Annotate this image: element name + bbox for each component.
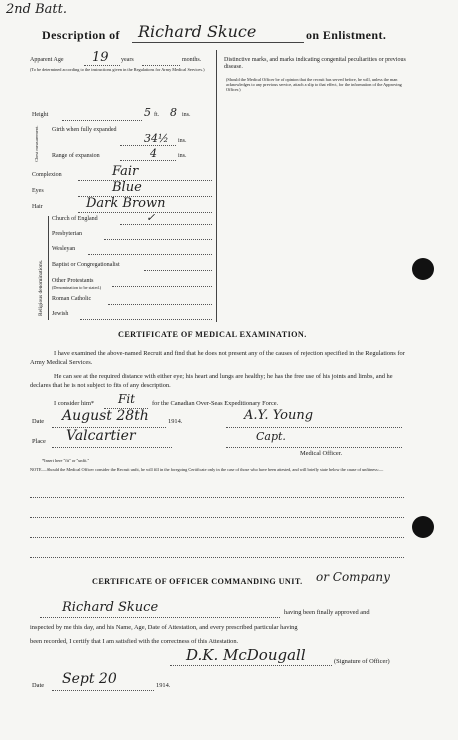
range-ins: ins. <box>178 153 187 159</box>
girth-value: 34½ <box>144 132 169 145</box>
medical-heading: CERTIFICATE OF MEDICAL EXAMINATION. <box>118 330 307 339</box>
religion-roman-catholic: Roman Catholic <box>52 296 92 302</box>
religion-line-5 <box>108 304 212 305</box>
officer-year: 1914. <box>156 682 171 689</box>
medical-place-line <box>52 447 172 448</box>
column-divider <box>216 50 217 322</box>
age-months-line <box>142 65 180 66</box>
header-on-enlistment: on Enlistment. <box>306 28 387 42</box>
chest-side-label: Chest measurement. <box>34 125 39 162</box>
officer-signature: D.K. McDougall <box>186 646 306 664</box>
marks-heading: Distinctive marks, and marks indicating congenital peculiarities or previous disease. <box>224 57 406 70</box>
medical-rank-line <box>226 447 402 448</box>
range-value: 4 <box>150 147 157 160</box>
religion-line-4 <box>112 286 212 287</box>
religion-tick: ✓ <box>146 211 156 224</box>
height-line <box>62 120 142 121</box>
complexion-line <box>78 180 212 181</box>
officer-extra: or Company <box>316 570 390 584</box>
religion-wesleyan: Wesleyan <box>52 246 76 252</box>
hair-label: Hair <box>32 204 43 210</box>
officer-date-label: Date <box>32 682 45 689</box>
age-value: 19 <box>92 50 109 65</box>
officer-date-value: Sept 20 <box>62 671 117 687</box>
range-line <box>120 160 176 161</box>
religion-line-3 <box>144 270 212 271</box>
height-ins-label: ins. <box>182 112 191 118</box>
recruit-name: Richard Skuce <box>138 22 257 41</box>
hair-line <box>78 212 212 213</box>
medical-place-value: Valcartier <box>66 428 136 444</box>
religion-side-label: Religious denominations. <box>38 259 44 316</box>
cause-line-2 <box>30 517 404 518</box>
hair-value: Dark Brown <box>86 196 166 211</box>
fit-value: Fit <box>118 392 135 406</box>
medical-signature: A.Y. Young <box>244 408 314 423</box>
religion-church-of-england: Church of England <box>52 216 98 222</box>
officer-date-line <box>52 690 154 691</box>
consider-label: I consider him* <box>54 400 95 407</box>
range-label: Range of expansion <box>52 153 100 159</box>
medical-date-value: August 28th <box>62 408 149 424</box>
punch-hole-top <box>412 258 434 280</box>
eyes-label: Eyes <box>32 188 44 194</box>
medical-officer-label: Medical Officer. <box>300 450 343 457</box>
for-the-force: for the Canadian Over-Seas Expeditionary Force. <box>152 400 279 407</box>
religion-bracket <box>48 216 49 320</box>
religion-line-2 <box>88 254 212 255</box>
cause-line-3 <box>30 537 404 538</box>
religion-jewish: Jewish <box>52 311 69 317</box>
medical-place-label: Place <box>32 438 46 445</box>
officer-line1: having been finally approved and <box>284 609 370 616</box>
corner-note: 2nd Batt. <box>6 2 67 17</box>
religion-baptist: Baptist or Congregationalist <box>52 262 120 268</box>
officer-line3: been recorded, I certify that I am satisfied with the correctness of this Attestation. <box>30 638 239 645</box>
medical-rank: Capt. <box>256 430 286 443</box>
religion-other-protestants: Other Protestants <box>52 278 94 284</box>
complexion-label: Complexion <box>32 172 62 178</box>
medical-sig-line <box>226 427 402 428</box>
medical-year: 1914. <box>168 418 183 425</box>
officer-sig-line <box>170 665 332 666</box>
height-ft-label: ft. <box>154 112 160 118</box>
height-ft: 5 <box>144 106 151 119</box>
religion-other-note: (Denomination to be stated.) <box>52 285 102 290</box>
header-name-line <box>132 42 304 43</box>
height-in: 8 <box>170 106 177 119</box>
insert-note: *Insert here "fit" or "unfit." <box>42 458 90 463</box>
unfit-note: NOTE.—Should the Medical Officer consider the Recruit unfit, he will fill in the foregoing Certificate only in the case of those who have been attested, and will briefly state below the cause of unfitness:— <box>30 467 384 472</box>
officer-sig-label: (Signature of Officer) <box>334 658 390 665</box>
girth-label: Girth when fully expanded <box>52 127 117 133</box>
age-label: Apparent Age <box>30 57 64 63</box>
medical-para2: He can see at the required distance with either eye; his heart and lungs are healthy; he has the free use of his joints and limbs, and he declares that he is not subject to fits of any description. <box>30 373 393 389</box>
officer-line2: inspected by me this day, and his Name, Age, Date of Attestation, and every prescribed particular having <box>30 624 298 631</box>
cause-line-4 <box>30 557 404 558</box>
age-months: months. <box>182 57 202 63</box>
girth-line <box>120 145 176 146</box>
complexion-value: Fair <box>112 164 139 179</box>
age-note: (To be determined according to the instructions given in the Regulations for Army Medical Services.) <box>30 67 205 72</box>
marks-note: (Should the Medical Officer be of opinion that the recruit has served before, he will, unless the man acknowledges to any previous service, attach a slip to that effect, for the information of the Approving Officer.) <box>226 77 402 92</box>
height-label: Height <box>32 112 49 118</box>
religion-line-1 <box>104 239 212 240</box>
girth-ins: ins. <box>178 138 187 144</box>
header-description-of: Description of <box>42 28 120 42</box>
eyes-value: Blue <box>112 180 142 195</box>
medical-para1: I have examined the above-named Recruit and find that he does not present any of the causes of rejection specified in the Regulations for Army Medical Services. <box>30 350 405 366</box>
officer-name-line <box>40 617 280 618</box>
age-line <box>84 65 120 66</box>
age-years: years <box>121 57 134 63</box>
religion-line-6 <box>80 319 212 320</box>
religion-line-0 <box>120 224 212 225</box>
officer-heading: CERTIFICATE OF OFFICER COMMANDING UNIT. <box>92 577 303 586</box>
medical-date-label: Date <box>32 418 45 425</box>
religion-presbyterian: Presbyterian <box>52 231 82 237</box>
punch-hole-bottom <box>412 516 434 538</box>
officer-recruit-name: Richard Skuce <box>62 600 159 615</box>
cause-line-1 <box>30 497 404 498</box>
